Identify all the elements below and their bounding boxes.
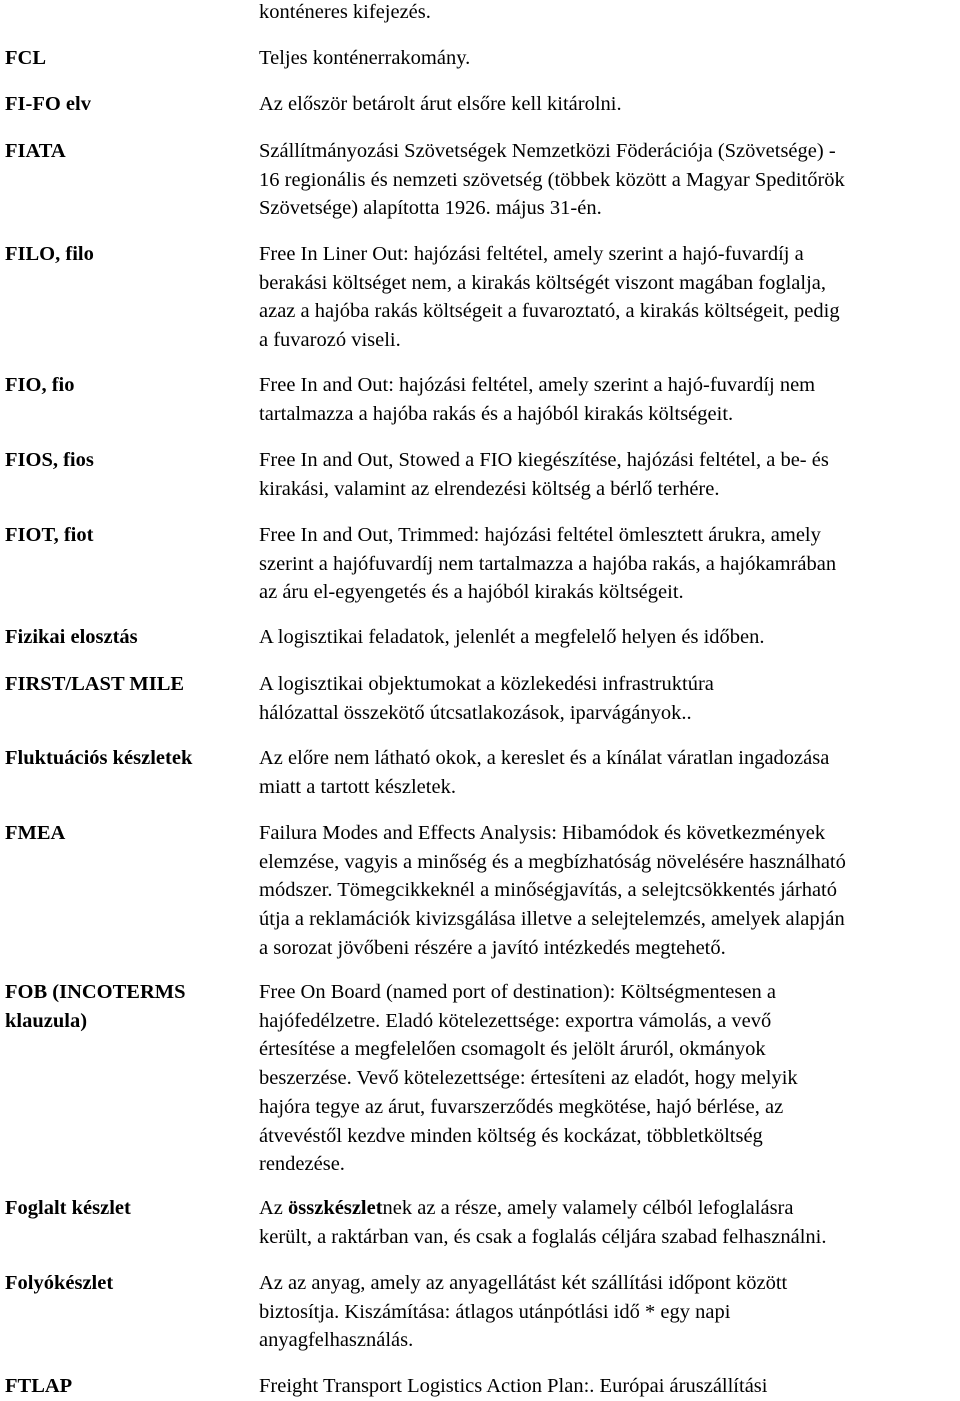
glossary-term: FMEA	[5, 822, 66, 844]
glossary-term: FIOS, fios	[5, 449, 94, 471]
glossary-definition: Szállítmányozási Szövetségek Nemzetközi Föderációja (Szövetsége) - 16 regionális és nemzeti szövetség (többek között a Magyar Speditőrök Szövetsége) alapította 1926. május 31-én.	[259, 140, 845, 220]
glossary-term: Fizikai elosztás	[5, 626, 138, 648]
glossary-term: FCL	[5, 47, 46, 69]
glossary-definition: Free In Liner Out: hajózási feltétel, amely szerint a hajó-fuvardíj a berakási költséget nem, a kirakás költségét viszont magában foglalja, azaz a hajóba rakás költségeit a fuvaroztató, a kirakás költségeit, pedig a fuvarozó viseli.	[259, 243, 840, 352]
glossary-definition: Az először betárolt árut elsőre kell kitárolni.	[259, 93, 622, 115]
glossary-definition: Free In and Out, Trimmed: hajózási feltétel ömlesztett árukra, amely szerint a hajófuvardíj nem tartalmazza a hajóba rakás, a hajókamrában az áru el-egyengetés és a hajóból kirakás költségeit.	[259, 524, 837, 604]
definition-bold-term: összkészlet	[288, 1197, 383, 1219]
glossary-term: Folyókészlet	[5, 1272, 114, 1294]
glossary-term: FIOT, fiot	[5, 524, 94, 546]
definition-text-rest: nek az a része, amely valamely célból lefoglalásra került, a raktárban van, és csak a foglalás céljára szabad felhasználni.	[259, 1197, 827, 1248]
glossary-term: FIRST/LAST MILE	[5, 673, 185, 695]
glossary-definition: Az előre nem látható okok, a kereslet és a kínálat váratlan ingadozása miatt a tartott készletek.	[259, 747, 830, 798]
glossary-definition	[259, 1194, 959, 1251]
glossary-definition: Free In and Out, Stowed a FIO kiegészítése, hajózási feltétel, a be- és kirakási, valamint az elrendezési költség a bérlő terhére.	[259, 449, 829, 500]
glossary-definition: A logisztikai feladatok, jelenlét a megfelelő helyen és időben.	[259, 626, 765, 648]
glossary-term: FILO, filo	[5, 243, 94, 265]
glossary-term: FTLAP	[5, 1375, 73, 1397]
glossary-definition: konténeres kifejezés.	[259, 1, 431, 23]
glossary-definition: Teljes konténerrakomány.	[259, 47, 471, 69]
glossary-term: FI-FO elv	[5, 93, 91, 115]
glossary-term: Fluktuációs készletek	[5, 747, 193, 769]
glossary-definition: A logisztikai objektumokat a közlekedési infrastruktúra hálózattal összekötő útcsatlakozások, iparvágányok..	[259, 673, 714, 724]
glossary-term: FIO, fio	[5, 374, 75, 396]
glossary-definition: Free On Board (named port of destination): Költségmentesen a hajófedélzetre. Eladó kötelezettsége: exportra vámolás, a vevő értesítése a megfelelően csomagolt és jelölt áruról, okmányok beszerzése. Vevő kötelezettsége: értesíteni az eladót, hogy melyik hajóra tegye az árut, fuvarszerződés megkötése, hajó bérlése, az átvevéstől kezdve minden költség és kockázat, többletköltség rendezése.	[259, 981, 798, 1176]
glossary-term: FOB (INCOTERMS klauzula)	[5, 981, 186, 1032]
glossary-definition: Freight Transport Logistics Action Plan:. Európai áruszállítási	[259, 1375, 768, 1397]
glossary-term: FIATA	[5, 140, 66, 162]
definition-text-start: Az	[259, 1197, 289, 1219]
glossary-definition: Free In and Out: hajózási feltétel, amely szerint a hajó-fuvardíj nem tartalmazza a hajóba rakás és a hajóból kirakás költségeit.	[259, 374, 816, 425]
glossary-term: Foglalt készlet	[5, 1197, 131, 1219]
glossary-definition: Az az anyag, amely az anyagellátást két szállítási időpont között biztosítja. Kiszámítása: átlagos utánpótlási idő * egy napi anyagfelhasználás.	[259, 1272, 788, 1352]
glossary-definition: Failura Modes and Effects Analysis: Hibamódok és következmények elemzése, vagyis a minőség és a megbízhatóság növelésére használható módszer. Tömegcikkeknél a minőségjavítás, a selejtcsökkentés járható útja a reklamációk kivizsgálása illetve a selejtelemzés, amelyek alapján a sorozat jövőbeni részére a javító intézkedés megtehető.	[259, 822, 846, 959]
